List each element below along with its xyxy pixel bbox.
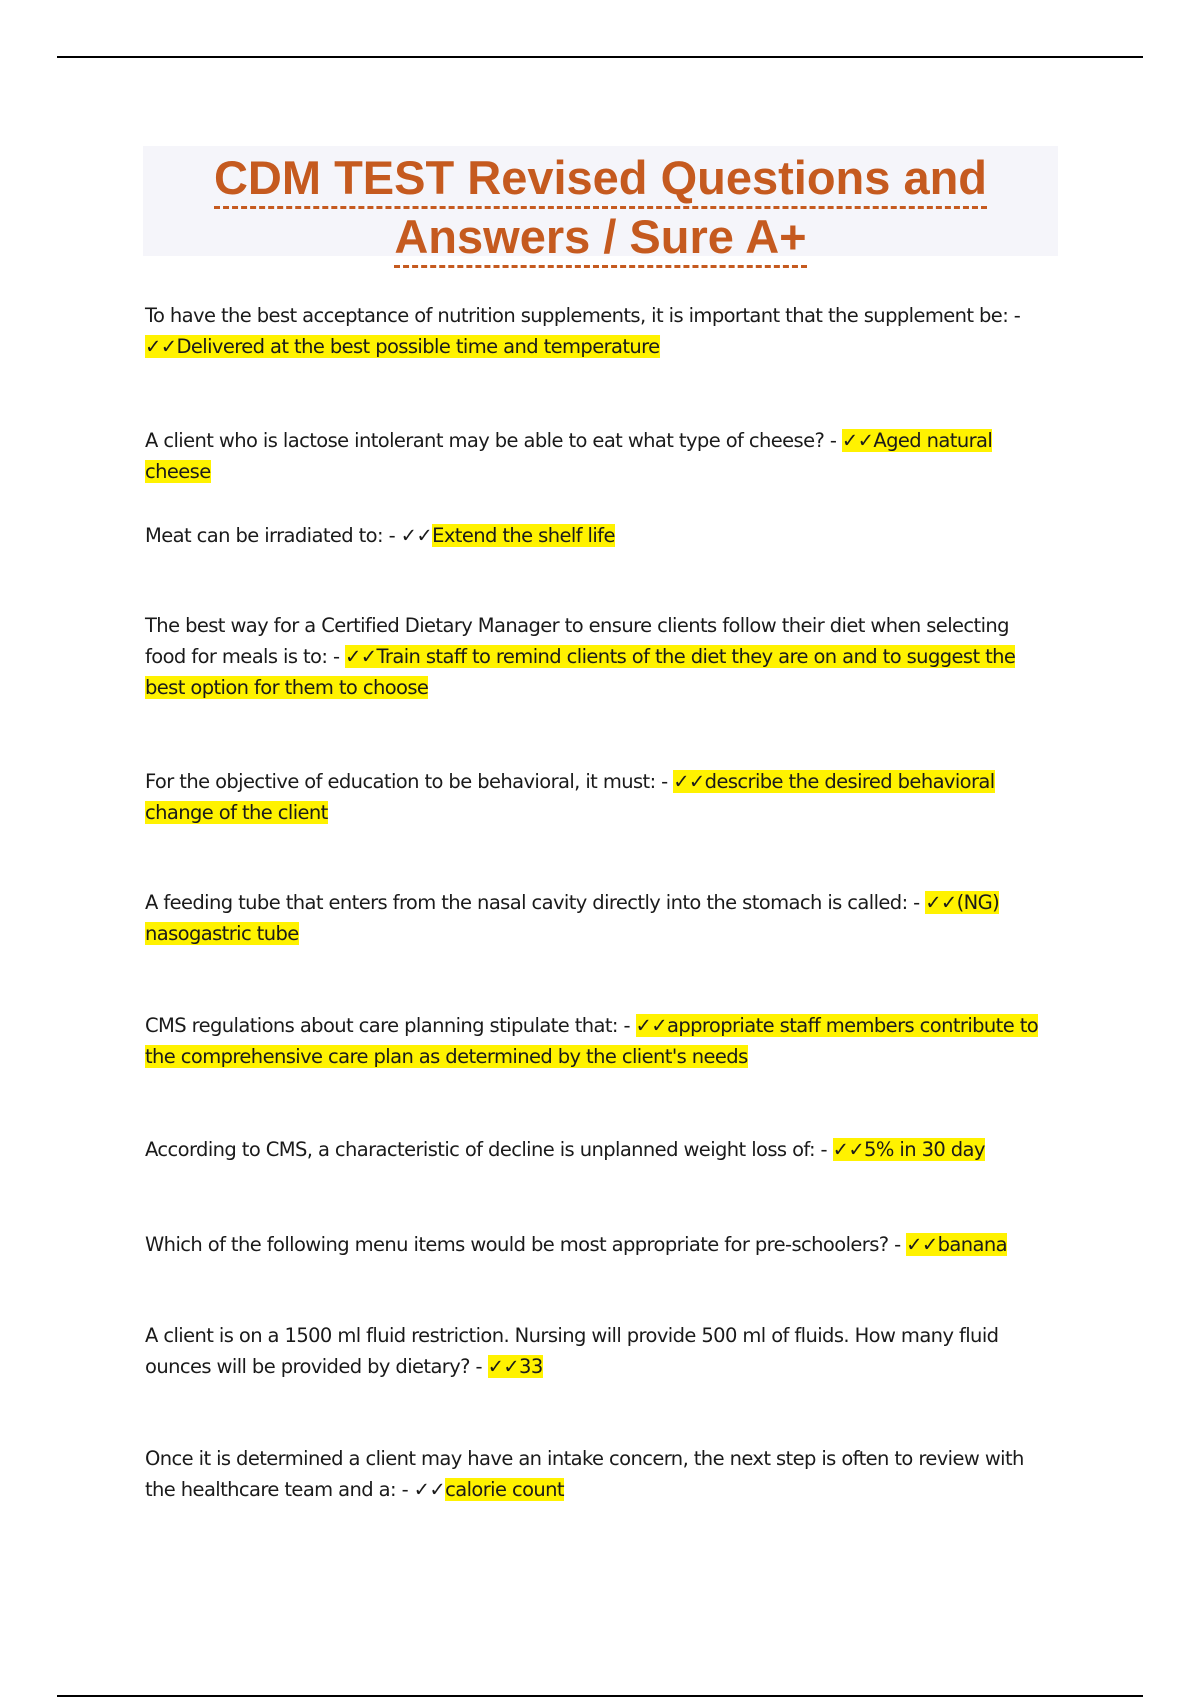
title-box — [143, 146, 1058, 263]
qa-item — [145, 766, 1055, 828]
qa-item — [145, 610, 1055, 703]
question: Meat can be irradiated to: - ✓✓ — [145, 524, 433, 547]
qa-item — [145, 1229, 1055, 1260]
document-title-line-2: Answers / Sure A+ — [394, 209, 806, 268]
question: A client is on a 1500 ml fluid restriction. Nursing will provide 500 ml of fluids. How many fluid ounces will be provided by dietary? - — [145, 1324, 999, 1378]
document-title-line-1: CDM TEST Revised Questions and — [214, 150, 987, 209]
answer: ✓✓Delivered at the best possible time and temperature — [145, 335, 660, 358]
answer: ✓✓5% in 30 day — [832, 1138, 985, 1161]
question: Which of the following menu items would be most appropriate for pre-schoolers? - — [145, 1233, 907, 1256]
answer: ✓✓Aged natural cheese — [145, 429, 993, 483]
qa-item — [145, 520, 1055, 551]
qa-item — [145, 1134, 1055, 1165]
qa-item — [145, 300, 1055, 362]
answer: ✓✓(NG) nasogastric tube — [145, 891, 1000, 945]
question: A client who is lactose intolerant may be able to eat what type of cheese? - — [145, 429, 842, 452]
bottom-rule — [57, 1695, 1143, 1697]
answer: ✓✓describe the desired behavioral change of the client — [145, 770, 995, 824]
question: CMS regulations about care planning stipulate that: - — [145, 1014, 636, 1037]
answer: ✓✓Train staff to remind clients of the diet they are on and to suggest the best option for them to choose — [145, 645, 1016, 699]
answer: ✓✓33 — [487, 1355, 543, 1378]
question: According to CMS, a characteristic of decline is unplanned weight loss of: - — [145, 1138, 833, 1161]
question: Once it is determined a client may have an intake concern, the next step is often to review with the healthcare team and a: - ✓✓ — [145, 1447, 1024, 1501]
qa-item — [145, 1320, 1055, 1382]
question: To have the best acceptance of nutrition supplements, it is important that the supplement be: - — [145, 304, 1021, 327]
answer: Extend the shelf life — [432, 524, 615, 547]
qa-item — [145, 1443, 1055, 1505]
answer: ✓✓banana — [906, 1233, 1007, 1256]
qa-item — [145, 887, 1055, 949]
top-rule — [57, 56, 1143, 58]
question: The best way for a Certified Dietary Manager to ensure clients follow their diet when selecting food for meals is to: - — [145, 614, 1009, 668]
question: A feeding tube that enters from the nasal cavity directly into the stomach is called: - — [145, 891, 926, 914]
qa-item — [145, 1010, 1055, 1072]
answer: ✓✓appropriate staff members contribute to the comprehensive care plan as determined by the client's needs — [145, 1014, 1039, 1068]
question: For the objective of education to be behavioral, it must: - — [145, 770, 674, 793]
answer: calorie count — [445, 1478, 564, 1501]
qa-item — [145, 425, 1055, 487]
